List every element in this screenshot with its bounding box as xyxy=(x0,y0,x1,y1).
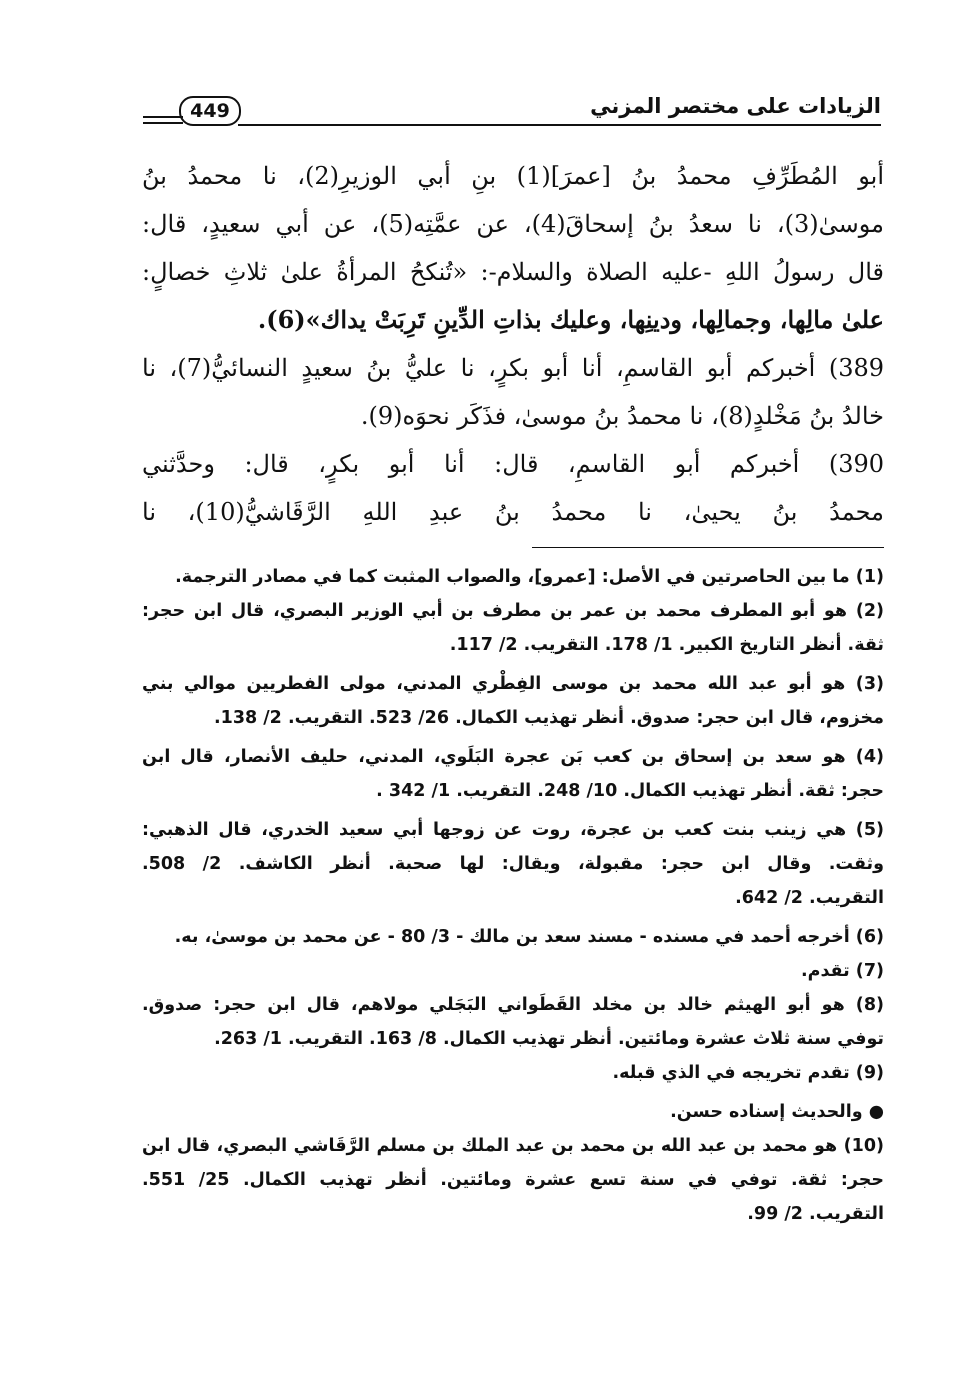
page-header xyxy=(143,92,881,128)
main-text xyxy=(142,152,884,536)
footnote-line: حجر: ثقة. أنظر تهذيب الكمال. 10/ 248. التقريب. 1/ 342 . xyxy=(376,781,884,801)
footnote-line: مخزوم، قال ابن حجر: صدوق. أنظر تهذيب الكمال. 26/ 523. التقريب. 2/ 138. xyxy=(214,708,884,728)
footnote-line: حجر: ثقة. توفي في سنة تسع عشرة ومائتين. أنظر تهذيب الكمال. 25/ 551. xyxy=(142,1170,884,1190)
footnote-line: التقريب. 2/ 642. xyxy=(735,888,884,908)
text-line: محمدُ بنُ يحيىٰ، نا محمدُ بنُ عبدِ اللهِ الرَّقَاشيُّ(10)، نا xyxy=(142,498,884,526)
footnote-line: ثقة. أنظر التاريخ الكبير. 1/ 178. التقريب. 2/ 117. xyxy=(449,635,884,655)
text-line: موسىٰ(3)، نا سعدُ بنُ إسحاقَ(4)، عن عمَّتِه(5)، عن أبي سعيدٍ، قال: xyxy=(142,210,884,238)
hadith-390-line: 390) أخبركم أبو القاسمِ، قال: أنا أبو بكرٍ، قال: وحدَّثني xyxy=(142,450,884,478)
footnote-note: ● والحديث إسناده حسن. xyxy=(670,1102,884,1122)
footnote-2: (2) هو أبو المطرف محمد بن عمر بن مطرف بن أبي الوزير البصري، قال ابن حجر: xyxy=(142,601,884,621)
page-number: 449 xyxy=(179,96,241,126)
footnote-7: (7) تقدم. xyxy=(800,961,884,981)
footnote-separator xyxy=(532,547,884,548)
footnote-6: (6) أخرجه أحمد في مسنده - مسند سعد بن مالك - 3/ 80 - عن محمد بن موسىٰ، به. xyxy=(174,927,884,947)
hadith-text-line: علىٰ مالِها، وجمالِها، ودينِها، وعليك بذاتِ الدِّينِ تَرِبَتْ يداك»(6). xyxy=(257,305,884,334)
footnote-9: (9) تقدم تخريجه في الذي قبله. xyxy=(612,1063,884,1083)
footnote-line: توفي سنة ثلاث عشرة ومائتين. أنظر تهذيب الكمال. 8/ 163. التقريب. 1/ 263. xyxy=(214,1029,884,1049)
running-title: الزيادات على مختصر المزني xyxy=(590,94,881,118)
header-rule-left-lower xyxy=(143,122,183,124)
text-line: خالدُ بنُ مَخْلدٍ(8)، نا محمدُ بنُ موسىٰ، فذَكَر نحوَه(9). xyxy=(360,402,884,430)
hadith-389-line: 389) أخبركم أبو القاسمِ، أنا أبو بكرٍ، نا عليُّ بنُ سعيدٍ النسائيُّ(7)، نا xyxy=(142,354,884,382)
footnote-1: (1) ما بين الحاصرتين في الأصل: [عمرو]، والصواب المثبت كما في مصادر الترجمة. xyxy=(175,567,884,587)
footnote-10: (10) هو محمد بن عبد الله بن محمد بن عبد الملك بن مسلم الرَّقَاشي البصري، قال ابن xyxy=(142,1136,884,1156)
header-rule-left xyxy=(143,116,183,118)
footnote-3: (3) هو أبو عبد الله محمد بن موسى الفِطْري المدني، مولى الفطريين موالي بني xyxy=(142,674,884,694)
footnote-line: وثقت. وقال ابن حجر: مقبولة، ويقال: لها صحبة. أنظر الكاشف. 2/ 508. xyxy=(142,854,884,874)
footnote-5: (5) هي زينب بنت كعب بن عجرة، روت عن زوجها أبي سعيد الخدري، قال الذهبي: xyxy=(142,820,884,840)
footnote-line: التقريب. 2/ 99. xyxy=(747,1204,884,1224)
footnote-8: (8) هو أبو الهيثم خالد بن مخلد القَطَواني البَجَلي مولاهم، قال ابن حجر: صدوق. xyxy=(142,995,884,1015)
text-line: أبو المُطَرِّفِ محمدُ بنُ [عمرَ](1) بنِ أبي الوزيرِ(2)، نا محمدُ بنُ xyxy=(142,162,884,190)
footnotes xyxy=(142,560,884,1231)
text-line: قال رسولُ اللهِ -عليه الصلاة والسلام-: «تُنكحُ المرأةُ علىٰ ثلاثِ خصالٍ: xyxy=(142,258,884,286)
footnote-4: (4) هو سعد بن إسحاق بن كعب بَن عجرة البَلَوي، المدني، حليف الأنصار، قال ابن xyxy=(142,747,884,767)
header-rule xyxy=(238,124,881,126)
